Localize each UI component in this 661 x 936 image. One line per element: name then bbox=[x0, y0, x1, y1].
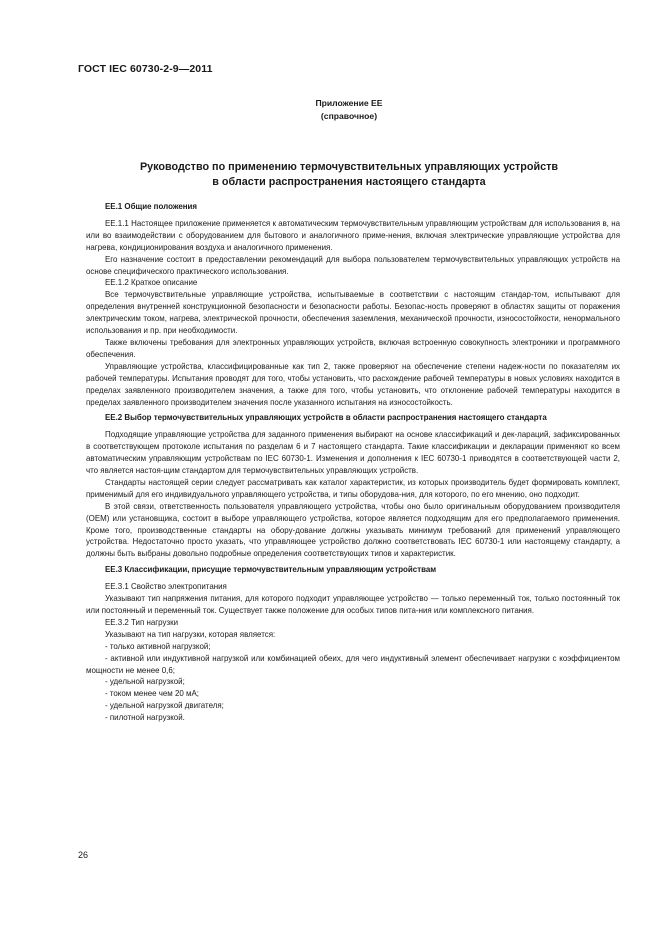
paragraph: Подходящие управляющие устройства для заданного применения выбирают на основе классификаций и дек-лараций, зафиксированных в соответствующем протоколе испытания по разделам 6 и 7 настоящего стандарта. Такие классификации и декларации применяют ко всем автоматическим управляющим устройствам по IEC 60730-1. Изменения и дополнения к IEC 60730-1 приводятся в соответствующей части 2, что является настоя-щим стандартом для термочувствительных управляющих устройств. bbox=[86, 430, 620, 476]
paragraph: Управляющие устройства, классифицированные как тип 2, также проверяют на обеспечение степени надеж-ности по показателям их рабочей температуры. Испытания проводят для того, чтобы установить, что расхождение рабочей температуры в новых условиях находится в пределах заявленного производителем значения, а также для того, чтобы установить, что отклонение рабочей температуры находится в пределах заявленного производителем значения после указанного испытания на износостойкость. bbox=[86, 361, 620, 407]
paragraph: Указывают на тип нагрузки, которая является: bbox=[105, 629, 276, 639]
paragraph: Стандарты настоящей серии следует рассматривать как каталог характеристик, из которых производитель будет формировать комплект, применимый для его индивидуального управляющего устройства, и типы оборудова-ния, для которого, по его мнению, оно подходит. bbox=[86, 477, 620, 499]
paragraph: Указывают тип напряжения питания, для которого подходит управляющее устройство — только переменный ток, только постоянный ток или постоянный и переменный ток. Существует также положение для особых типов пита-ния или комплексного питания. bbox=[86, 594, 620, 615]
document-title-line1: Руководство по применению термочувствительных управляющих устройств bbox=[139, 161, 559, 173]
annex-title: Приложение ЕЕ bbox=[315, 98, 383, 108]
document-title-line2: в области распространения настоящего стандарта bbox=[212, 176, 486, 188]
list-item: - пилотной нагрузкой. bbox=[105, 713, 185, 723]
paragraph: Его назначение состоит в предоставлении рекомендаций для выбора пользователем термочувствительных управляющих устройств на основе специфического практического использования. bbox=[86, 254, 620, 276]
list-item: - удельной нагрузкой двигателя; bbox=[105, 701, 224, 711]
annex-heading bbox=[78, 97, 620, 123]
list-item: - только активной нагрузкой; bbox=[105, 641, 211, 651]
list-item: - током менее чем 20 мА; bbox=[105, 689, 199, 699]
list-item: - удельной нагрузкой; bbox=[105, 677, 185, 687]
section-heading-ee3: ЕЕ.3 Классификации, присущие термочувствительным управляющим устройствам bbox=[105, 565, 437, 575]
paragraph: В этой связи, ответственность пользователя управляющего устройства, чтобы оно было оригинальным оборудованием производителя (OEM) или установщика, состоит в выборе управляющего устройства, которое является подходящим для его предполагаемого применения. Кроме того, производственные стандарты на обору-дование должны указывать минимум требований для применений управляющего устройства. Недостаточно просто указать, что управляющее устройство должно соответствовать IEC 60730-1 или настоящему стандарту, а должны быть выбраны довольно подробные определения соответствующих типов и характеристик. bbox=[86, 501, 620, 559]
section-heading-ee1: ЕЕ.1 Общие положения bbox=[105, 202, 198, 211]
document-body bbox=[86, 201, 620, 724]
subsection-title: ЕЕ.3.2 Тип нагрузки bbox=[105, 617, 179, 627]
paragraph: Все термочувствительные управляющие устройства, испытываемые в соответствии с настоящим стандар-том, испытывают для определения внутренней конструкционной безопасности и безопасности работы. Безопас-ность проверяют в областях защиты от поражения электрическим током, нагрева, электрической прочности, обеспечения заземления, механической прочности, износостойкости, ненормального использования и пр. при необходимости. bbox=[86, 290, 620, 336]
paragraph: ЕЕ.1.1 Настоящее приложение применяется к автоматическим термочувствительным управляющим устройствам для использования в, на или во взаимодействии с оборудованием для бытового и аналогичного приме-нения, включая электрические управляющие устройства для нагрева, кондиционирования воздуха и аналогичного применения. bbox=[86, 218, 620, 252]
annex-note: (справочное) bbox=[320, 111, 378, 121]
subsection-title: ЕЕ.3.1 Свойство электропитания bbox=[105, 582, 227, 592]
paragraph: Также включены требования для электронных управляющих устройств, включая встроенную совокупность электроники и программного обеспечения. bbox=[86, 337, 620, 359]
document-code-header: ГОСТ IEC 60730-2-9—2011 bbox=[78, 63, 213, 75]
subsection-title: ЕЕ.1.2 Краткое описание bbox=[105, 278, 198, 288]
document-title bbox=[78, 160, 620, 190]
list-item: - активной или индуктивной нагрузкой или комбинацией обеих, для чего индуктивный элемент обеспечивает нагрузки с коэффициентом мощности не менее 0,6; bbox=[86, 653, 620, 675]
section-heading-ee2: ЕЕ.2 Выбор термочувствительных управляющих устройств в области распространения настоящего стандарта bbox=[105, 413, 547, 423]
page-number: 26 bbox=[78, 850, 89, 860]
